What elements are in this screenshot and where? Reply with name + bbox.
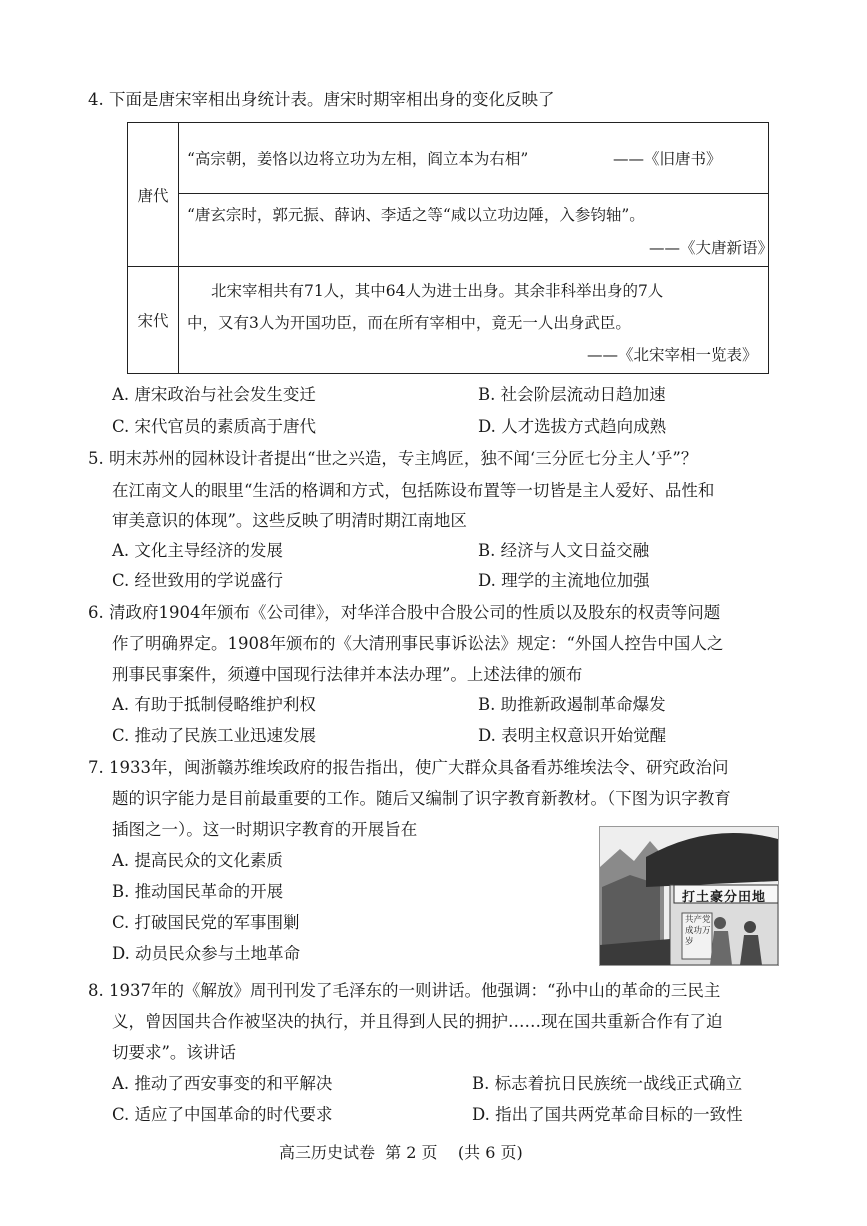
q7-option-c[interactable]: C. 打破国民党的军事围剿 bbox=[112, 913, 300, 932]
q6-option-a[interactable]: A. 有助于抵制侵略维护利权 bbox=[112, 695, 316, 714]
question-7-line-3: 插图之一）。这一时期识字教育的开展旨在 bbox=[112, 820, 418, 839]
question-5-line-3: 审美意识的体现”。这些反映了明清时期江南地区 bbox=[112, 511, 467, 530]
q6-option-c[interactable]: C. 推动了民族工业迅速发展 bbox=[112, 726, 317, 745]
literacy-education-illustration bbox=[599, 826, 779, 966]
tang-dynasty-label: 唐代 bbox=[128, 123, 179, 267]
tang-quote-2: “唐玄宗时，郭元振、薛讷、李适之等“咸以立功边陲，入参钧轴”。 bbox=[187, 206, 645, 224]
question-5-line-1: 5. 明末苏州的园林设计者提出“世之兴造，专主鸠匠，独不闻‘三分匠七分主人’乎”？ bbox=[88, 449, 698, 468]
q5-option-a[interactable]: A. 文化主导经济的发展 bbox=[112, 541, 283, 560]
q7-option-a[interactable]: A. 提高民众的文化素质 bbox=[112, 851, 283, 870]
question-5-line-2: 在江南文人的眼里“生活的格调和方式，包括陈设布置等一切皆是主人爱好、品性和 bbox=[112, 481, 715, 500]
question-8-line-1: 8. 1937年的《解放》周刊刊发了毛泽东的一则讲话。他强调：“孙中山的革命的三民主 bbox=[88, 981, 721, 1000]
question-7-line-2: 题的识字能力是目前最重要的工作。随后又编制了识字教育新教材。（下图为识字教育 bbox=[112, 789, 731, 808]
q6-option-d[interactable]: D. 表明主权意识开始觉醒 bbox=[478, 726, 667, 745]
question-4-stem: 4. 下面是唐宋宰相出身统计表。唐宋时期宰相出身的变化反映了 bbox=[88, 90, 555, 109]
song-text-line-2: 中，又有3人为开国功臣，而在所有宰相中，竟无一人出身武臣。 bbox=[187, 314, 631, 332]
tang-quote-1: “高宗朝，姜恪以边将立功为左相，阎立本为右相” bbox=[187, 150, 529, 168]
song-dynasty-label: 宋代 bbox=[128, 267, 179, 374]
q8-option-b[interactable]: B. 标志着抗日民族统一战线正式确立 bbox=[472, 1074, 743, 1093]
question-6-line-2: 作了明确界定。1908年颁布的《大清刑事民事诉讼法》规定：“外国人控告中国人之 bbox=[112, 634, 724, 653]
q7-option-b[interactable]: B. 推动国民革命的开展 bbox=[112, 882, 284, 901]
prime-minister-origin-table bbox=[127, 122, 774, 374]
q4-option-c[interactable]: C. 宋代官员的素质高于唐代 bbox=[112, 417, 317, 436]
q8-option-d[interactable]: D. 指出了国共两党革命目标的一致性 bbox=[472, 1105, 743, 1124]
song-text-line-1: 北宋宰相共有71人，其中64人为进士出身。其余非科举出身的7人 bbox=[211, 282, 664, 300]
illustration-banner-text: 打土豪分田地 bbox=[682, 890, 767, 905]
tang-quote-2-source: ——《大唐新语》 bbox=[649, 239, 774, 257]
page-footer: 高三历史试卷 第 2 页 (共 6 页) bbox=[279, 1143, 523, 1162]
tang-quote-1-source: ——《旧唐书》 bbox=[613, 150, 722, 168]
q4-option-a[interactable]: A. 唐宋政治与社会发生变迁 bbox=[112, 385, 316, 404]
q7-option-d[interactable]: D. 动员民众参与土地革命 bbox=[112, 944, 301, 963]
q4-option-b[interactable]: B. 社会阶层流动日趋加速 bbox=[478, 385, 666, 404]
q5-option-c[interactable]: C. 经世致用的学说盛行 bbox=[112, 571, 284, 590]
q8-option-a[interactable]: A. 推动了西安事变的和平解决 bbox=[112, 1074, 333, 1093]
q8-option-c[interactable]: C. 适应了中国革命的时代要求 bbox=[112, 1105, 333, 1124]
illustration-poster-text: 共产党成功万岁 bbox=[685, 915, 711, 947]
q5-option-d[interactable]: D. 理学的主流地位加强 bbox=[478, 571, 650, 590]
question-7-line-1: 7. 1933年，闽浙赣苏维埃政府的报告指出，使广大群众具备看苏维埃法令、研究政治问 bbox=[88, 758, 729, 777]
song-source: ——《北宋宰相一览表》 bbox=[587, 346, 758, 364]
question-8-line-2: 义，曾因国共合作被坚决的执行，并且得到人民的拥护……现在国共重新合作有了迫 bbox=[112, 1012, 723, 1031]
question-6-line-1: 6. 清政府1904年颁布《公司律》，对华洋合股中合股公司的性质以及股东的权责等问题 bbox=[88, 603, 721, 622]
question-6-line-3: 刑事民事案件，须遵中国现行法律并本法办理”。上述法律的颁布 bbox=[112, 665, 583, 684]
q5-option-b[interactable]: B. 经济与人文日益交融 bbox=[478, 541, 650, 560]
question-8-line-3: 切要求”。该讲话 bbox=[112, 1043, 236, 1062]
q6-option-b[interactable]: B. 助推新政遏制革命爆发 bbox=[478, 695, 666, 714]
q4-option-d[interactable]: D. 人才选拔方式趋向成熟 bbox=[478, 417, 667, 436]
